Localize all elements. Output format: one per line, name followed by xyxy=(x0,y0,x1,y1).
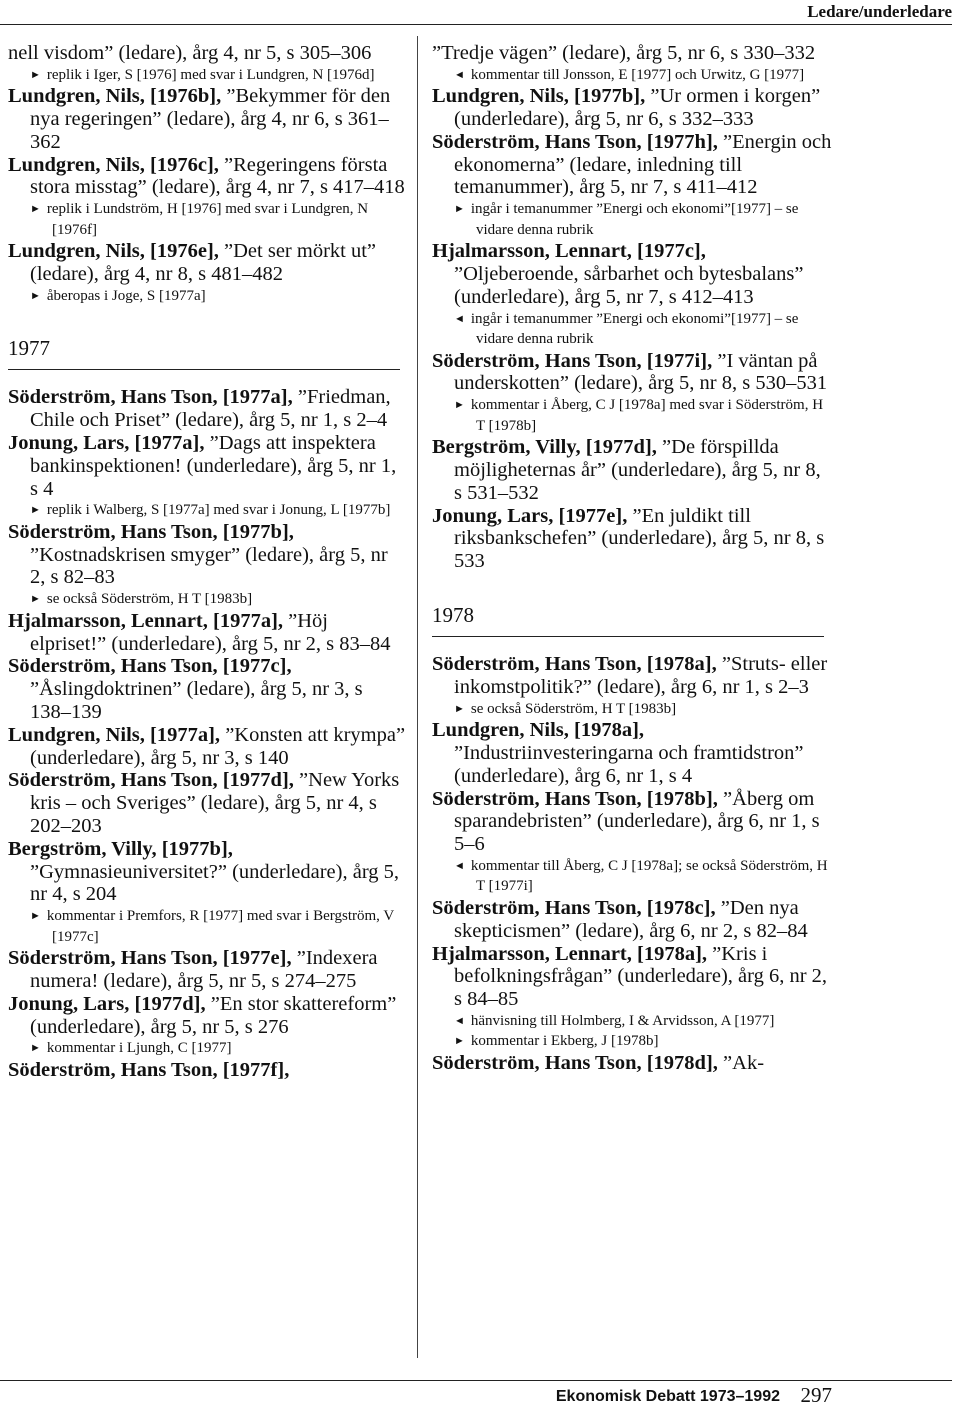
entry-text: ”Tredje vägen” (ledare), årg 5, nr 6, s 330–332 xyxy=(432,42,816,64)
right-pointer-icon: ► xyxy=(30,203,41,216)
cross-reference xyxy=(454,65,832,86)
entry-text: ”Indexera numera! (ledare), årg 5, nr 5, s 274–275 xyxy=(30,947,378,992)
cross-reference xyxy=(30,65,408,86)
bibliography-entry xyxy=(432,505,832,573)
column-divider xyxy=(417,36,418,1358)
page-number: 297 xyxy=(800,1383,832,1407)
bibliography-entry xyxy=(8,655,408,723)
bibliography-entry xyxy=(432,240,832,308)
cross-reference xyxy=(30,906,408,947)
reference-text: ingår i temanummer ”Energi och ekonomi”[1977] – se vidare denna rubrik xyxy=(470,310,799,348)
reference-text: se också Söderström, H T [1983b] xyxy=(46,591,253,608)
bibliography-entry xyxy=(8,947,408,993)
entry-text: ”Ur ormen i korgen” (underledare), årg 5, nr 6, s 332–333 xyxy=(454,85,821,131)
entry-author: Jonung, Lars, [1977a], xyxy=(8,431,205,454)
reference-text: replik i Walberg, S [1977a] med svar i Jonung, L [1977b] xyxy=(46,502,391,519)
entry-text: ”En juldikt till riksbankschefen” (underledare), årg 5, nr 8, s 533 xyxy=(454,504,825,573)
entry-author: Söderström, Hans Tson, [1978c], xyxy=(432,896,716,919)
entry-text: ”Åslingdoktrinen” (ledare), årg 5, nr 3, s 138–139 xyxy=(30,678,363,723)
year-heading: 1978 xyxy=(432,603,824,637)
entry-text: ”Den nya skepticismen” (ledare), årg 6, nr 2, s 82–84 xyxy=(454,896,808,942)
cross-reference xyxy=(454,1031,832,1052)
reference-text: kommentar i Åberg, C J [1978a] med svar i Söderström, H T [1978b] xyxy=(470,397,824,434)
right-pointer-icon: ► xyxy=(30,68,41,81)
left-pointer-icon: ◄ xyxy=(454,312,465,325)
page-footer xyxy=(556,1384,780,1407)
entry-text: ”Höj elpriset!” (underledare), årg 5, nr 2, s 83–84 xyxy=(30,609,391,655)
entry-author: Söderström, Hans Tson, [1977i], xyxy=(432,349,713,372)
entry-text: ”En stor skattereform” (underledare), årg 5, nr 5, s 276 xyxy=(30,992,397,1038)
entry-author: Lundgren, Nils, [1976e], xyxy=(8,240,219,263)
entry-author: Hjalmarsson, Lennart, [1978a], xyxy=(432,942,708,965)
bibliography-entry xyxy=(8,432,408,500)
bibliography-entry xyxy=(432,788,832,856)
entry-author: Söderström, Hans Tson, [1977h], xyxy=(432,130,718,153)
cross-reference xyxy=(454,395,832,436)
footer-rule xyxy=(0,1380,952,1381)
reference-text: hänvisning till Holmberg, I & Arvidsson, A [1977] xyxy=(470,1012,775,1029)
bibliography-entry xyxy=(432,85,832,131)
entry-author: Jonung, Lars, [1977e], xyxy=(432,504,628,527)
entry-author: Bergström, Villy, [1977b], xyxy=(8,837,233,860)
cross-reference xyxy=(30,199,408,240)
entry-author: Lundgren, Nils, [1976b], xyxy=(8,85,222,108)
bibliography-entry xyxy=(432,350,832,396)
right-pointer-icon: ► xyxy=(454,702,465,715)
cross-reference xyxy=(454,199,832,240)
cross-reference xyxy=(30,589,408,610)
bibliography-entry xyxy=(432,436,832,504)
entry-text: ”New Yorks kris – och Sveriges” (ledare), årg 5, nr 4, s 202–203 xyxy=(30,769,400,837)
right-pointer-icon: ► xyxy=(30,504,41,517)
right-pointer-icon: ► xyxy=(30,1042,41,1055)
entry-text: ”Bekymmer för den nya regeringen” (ledare), årg 4, nr 6, s 361–362 xyxy=(30,85,391,153)
left-pointer-icon: ◄ xyxy=(454,68,465,81)
entry-text: ”Dags att inspektera bankinspektionen! (underledare), årg 5, nr 1, s 4 xyxy=(30,431,397,500)
entry-author: Söderström, Hans Tson, [1977a], xyxy=(8,386,293,409)
cross-reference xyxy=(30,500,408,521)
bibliography-entry xyxy=(432,1052,832,1075)
reference-text: replik i Lundström, H [1976] med svar i Lundgren, N [1976f] xyxy=(46,201,369,238)
entry-author: Hjalmarsson, Lennart, [1977c], xyxy=(432,240,706,263)
reference-text: kommentar till Jonsson, E [1977] och Urwitz, G [1977] xyxy=(470,66,805,83)
entry-author: Söderström, Hans Tson, [1978a], xyxy=(432,653,717,676)
entry-text: ”Energin och ekonomerna” (ledare, inledning till temanummer), årg 5, nr 7, s 411–412 xyxy=(454,130,832,199)
entry-author: Söderström, Hans Tson, [1977c], xyxy=(8,655,292,678)
cross-reference xyxy=(454,856,832,897)
cross-reference xyxy=(30,286,408,307)
right-pointer-icon: ► xyxy=(30,910,41,923)
entry-author: Lundgren, Nils, [1977a], xyxy=(8,723,221,746)
bibliography-entry xyxy=(8,521,408,589)
cross-reference xyxy=(30,1038,408,1059)
right-column xyxy=(432,42,832,1075)
reference-text: replik i Iger, S [1976] med svar i Lundgren, N [1976d] xyxy=(46,66,375,83)
bibliography-entry xyxy=(8,386,408,432)
bibliography-entry xyxy=(432,42,832,65)
left-pointer-icon: ◄ xyxy=(454,1014,465,1027)
right-pointer-icon: ► xyxy=(454,399,465,412)
entry-author: Lundgren, Nils, [1977b], xyxy=(432,85,646,108)
reference-text: åberopas i Joge, S [1977a] xyxy=(46,287,206,304)
cross-reference xyxy=(454,309,832,350)
entry-text: ”Oljeberoende, sårbarhet och bytesbalans” (underledare), årg 5, nr 7, s 412–413 xyxy=(454,263,804,308)
entry-author: Söderström, Hans Tson, [1977e], xyxy=(8,947,292,970)
bibliography-entry xyxy=(8,993,408,1039)
reference-text: kommentar i Premfors, R [1977] med svar i Bergström, V [1977c] xyxy=(46,908,394,945)
entry-text: ”Ak- xyxy=(717,1051,765,1074)
right-pointer-icon: ► xyxy=(30,289,41,302)
entry-text: ”De förspillda möjligheternas år” (underledare), årg 5, nr 8, s 531–532 xyxy=(454,436,821,504)
bibliography-entry xyxy=(432,131,832,199)
entry-author: Söderström, Hans Tson, [1978b], xyxy=(432,787,718,810)
bibliography-entry xyxy=(8,769,408,837)
entry-text: ”Regeringens första stora misstag” (ledare), årg 4, nr 7, s 417–418 xyxy=(30,153,405,199)
entry-text: ”Friedman, Chile och Priset” (ledare), årg 5, nr 1, s 2–4 xyxy=(30,386,391,432)
reference-text: ingår i temanummer ”Energi och ekonomi”[1977] – se vidare denna rubrik xyxy=(470,201,799,238)
reference-text: kommentar i Ekberg, J [1978b] xyxy=(470,1033,659,1050)
entry-text: ”Industriinvesteringarna och framtidstron” (underledare), årg 6, nr 1, s 4 xyxy=(454,741,804,787)
entry-text: ”Gymnasieuniversitet?” (underledare), årg 5, nr 4, s 204 xyxy=(30,860,400,906)
reference-text: kommentar i Ljungh, C [1977] xyxy=(46,1040,232,1057)
bibliography-entry xyxy=(432,943,832,1011)
journal-name: Ekonomisk Debatt 1973–1992 xyxy=(555,1388,780,1405)
entry-author: Söderström, Hans Tson, [1978d], xyxy=(432,1051,718,1074)
right-pointer-icon: ► xyxy=(454,1035,465,1048)
bibliography-entry xyxy=(8,154,408,200)
bibliography-entry xyxy=(8,1059,408,1082)
bibliography-entry xyxy=(8,724,408,770)
bibliography-entry xyxy=(8,85,408,153)
entry-author: Söderström, Hans Tson, [1977d], xyxy=(8,769,294,792)
entry-text: ”Åberg om sparandebristen” (underledare), årg 6, nr 1, s 5–6 xyxy=(454,787,820,856)
entry-text: ”Struts- eller inkomstpolitik?” (ledare), årg 6, nr 1, s 2–3 xyxy=(454,653,828,698)
entry-text: ”Kostnadskrisen smyger” (ledare), årg 5, nr 2, s 82–83 xyxy=(30,543,388,589)
entry-text: ”I väntan på underskotten” (ledare), årg 5, nr 8, s 530–531 xyxy=(454,349,828,395)
entry-text: ”Konsten att krympa” (underledare), årg 5, nr 3, s 140 xyxy=(30,723,406,769)
entry-author: Lundgren, Nils, [1978a], xyxy=(432,719,645,742)
entry-author: Hjalmarsson, Lennart, [1977a], xyxy=(8,609,284,632)
bibliography-entry xyxy=(8,240,408,286)
reference-text: se också Söderström, H T [1983b] xyxy=(470,700,677,717)
page-header xyxy=(0,0,960,24)
bibliography-entry xyxy=(432,653,832,699)
cross-reference xyxy=(454,1011,832,1032)
entry-author: Bergström, Villy, [1977d], xyxy=(432,436,657,459)
entry-author: Söderström, Hans Tson, [1977b], xyxy=(8,520,294,543)
entry-text: nell visdom” (ledare), årg 4, nr 5, s 305–306 xyxy=(8,42,372,64)
bibliography-entry xyxy=(8,838,408,906)
bibliography-entry xyxy=(432,897,832,943)
left-pointer-icon: ◄ xyxy=(454,859,465,872)
cross-reference xyxy=(454,699,832,720)
left-column xyxy=(8,42,408,1082)
year-heading: 1977 xyxy=(8,336,400,370)
header-rule xyxy=(0,24,952,25)
entry-text: ”Det ser mörkt ut” (ledare), årg 4, nr 8, s 481–482 xyxy=(30,240,377,286)
bibliography-entry xyxy=(432,719,832,787)
reference-text: kommentar till Åberg, C J [1978a]; se också Söderström, H T [1977i] xyxy=(470,857,828,895)
right-pointer-icon: ► xyxy=(454,203,465,216)
entry-author: Jonung, Lars, [1977d], xyxy=(8,992,206,1015)
bibliography-entry xyxy=(8,610,408,656)
entry-text: ”Kris i befolkningsfrågan” (underledare), årg 6, nr 2, s 84–85 xyxy=(454,942,828,1011)
entry-author: Lundgren, Nils, [1976c], xyxy=(8,153,219,176)
entry-author: Söderström, Hans Tson, [1977f], xyxy=(8,1058,290,1081)
section-title: Ledare/underledare xyxy=(807,2,952,21)
right-pointer-icon: ► xyxy=(30,593,41,606)
bibliography-entry xyxy=(8,42,408,65)
